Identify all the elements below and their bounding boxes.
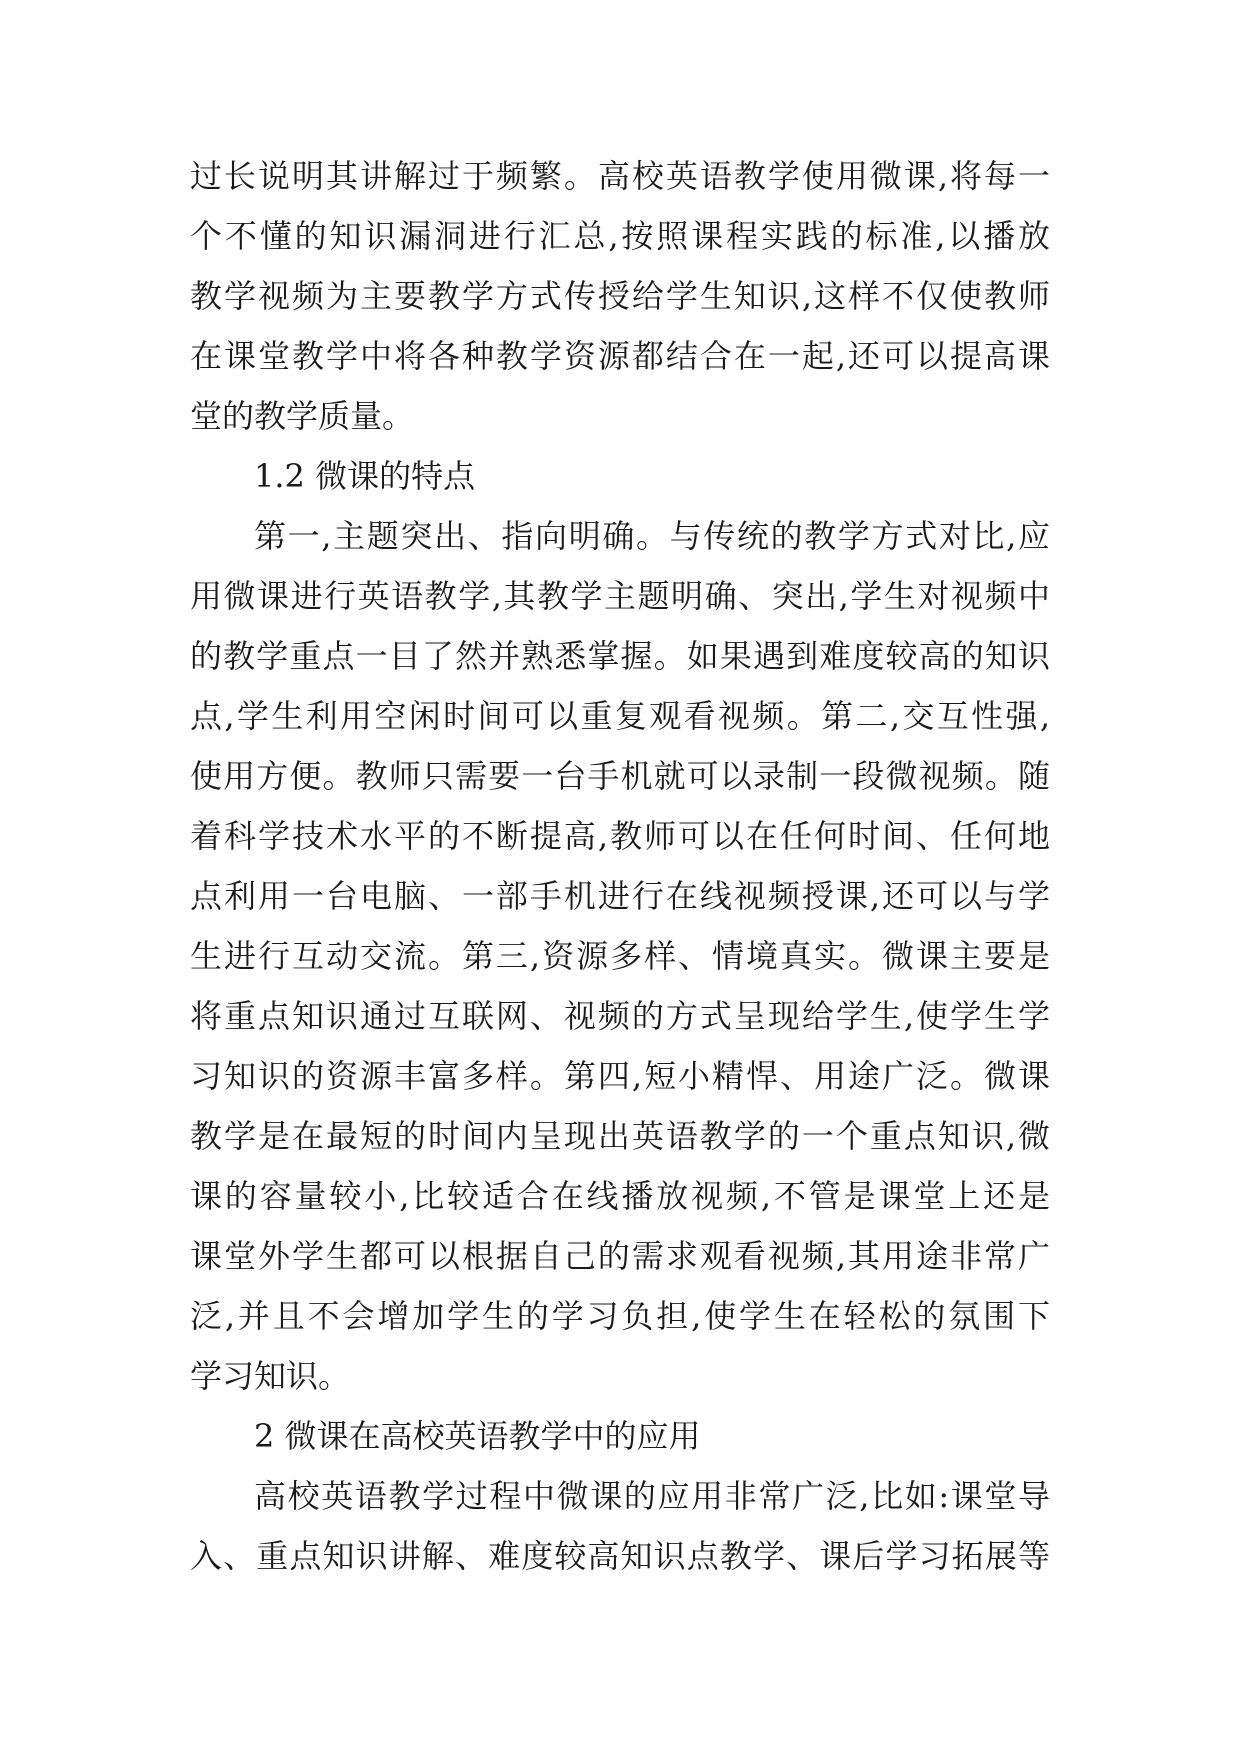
text-line: 个不懂的知识漏洞进行汇总,按照课程实践的标准,以播放 (190, 217, 1050, 255)
text-line: 入、重点知识讲解、难度较高知识点教学、课后学习拓展等 (190, 1537, 1050, 1575)
text-line: 着科学技术水平的不断提高,教师可以在任何时间、任何地 (190, 817, 1050, 855)
text-line: 用微课进行英语教学,其教学主题明确、突出,学生对视频中 (190, 577, 1050, 615)
section-heading: 2 微课在高校英语教学中的应用 (254, 1417, 701, 1455)
text-line: 课堂外学生都可以根据自己的需求观看视频,其用途非常广 (190, 1237, 1050, 1275)
text-line: 第一,主题突出、指向明确。与传统的教学方式对比,应 (254, 517, 1050, 555)
section-heading: 1.2 微课的特点 (254, 457, 476, 495)
text-line: 泛,并且不会增加学生的学习负担,使学生在轻松的氛围下 (190, 1297, 1050, 1335)
text-line: 在课堂教学中将各种教学资源都结合在一起,还可以提高课 (190, 337, 1050, 375)
text-line: 堂的教学质量。 (190, 397, 415, 435)
text-line: 课的容量较小,比较适合在线播放视频,不管是课堂上还是 (190, 1177, 1050, 1215)
text-line: 点,学生利用空闲时间可以重复观看视频。第二,交互性强, (190, 697, 1050, 735)
text-line: 将重点知识通过互联网、视频的方式呈现给学生,使学生学 (190, 997, 1050, 1035)
text-line: 高校英语教学过程中微课的应用非常广泛,比如:课堂导 (254, 1477, 1050, 1515)
text-line: 学习知识。 (190, 1357, 351, 1395)
text-line: 使用方便。教师只需要一台手机就可以录制一段微视频。随 (190, 757, 1050, 795)
text-line: 生进行互动交流。第三,资源多样、情境真实。微课主要是 (190, 937, 1050, 975)
text-line: 点利用一台电脑、一部手机进行在线视频授课,还可以与学 (190, 877, 1050, 915)
text-line: 的教学重点一目了然并熟悉掌握。如果遇到难度较高的知识 (190, 637, 1050, 675)
text-line: 习知识的资源丰富多样。第四,短小精悍、用途广泛。微课 (190, 1057, 1050, 1095)
text-line: 教学是在最短的时间内呈现出英语教学的一个重点知识,微 (190, 1117, 1050, 1155)
text-line: 过长说明其讲解过于频繁。高校英语教学使用微课,将每一 (190, 157, 1050, 195)
text-line: 教学视频为主要教学方式传授给学生知识,这样不仅使教师 (190, 277, 1050, 315)
